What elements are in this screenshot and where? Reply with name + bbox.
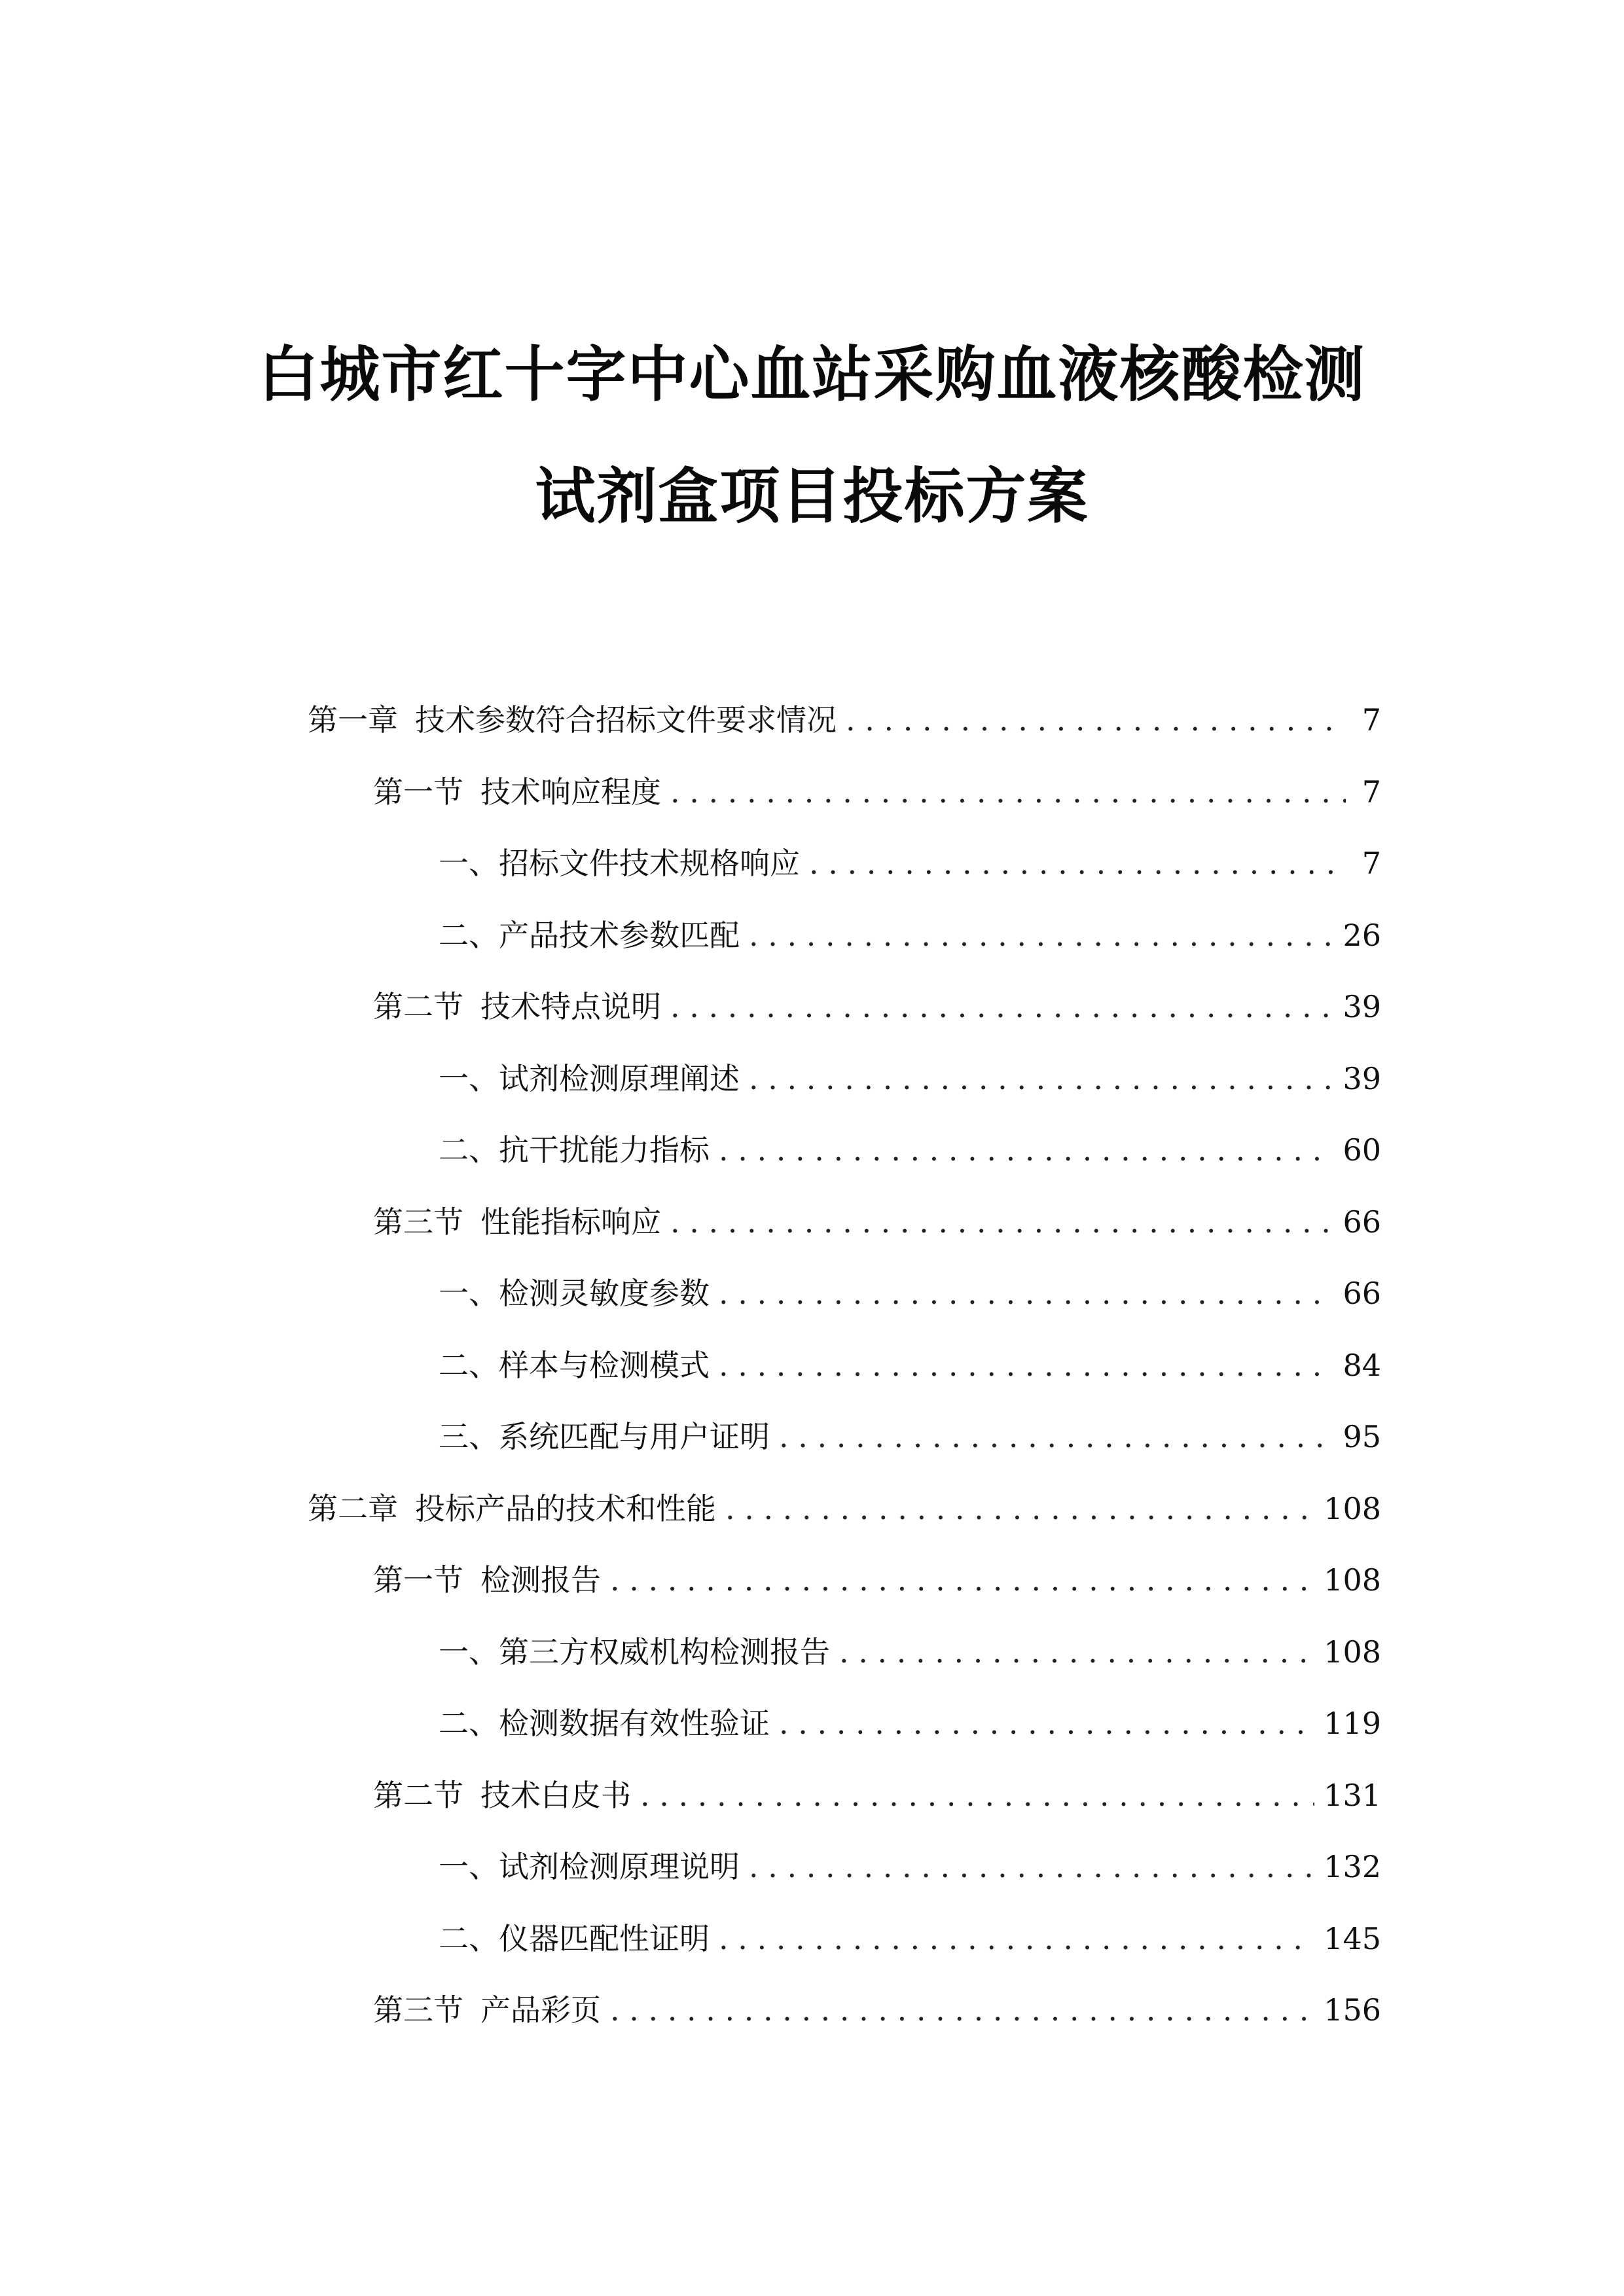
toc-page-number: 108 [1324, 1562, 1381, 1598]
toc-entry[interactable] [308, 1556, 1381, 1628]
toc-entry-label: 技术参数符合招标文件要求情况 [415, 702, 837, 738]
toc-entry-label: 产品彩页 [480, 1992, 601, 2028]
toc-entry-label: 招标文件技术规格响应 [499, 846, 800, 881]
toc-entry-label: 产品技术参数匹配 [499, 917, 740, 953]
page-title [0, 314, 1624, 558]
toc-page-number: 108 [1324, 1490, 1381, 1526]
toc-entry[interactable] [308, 1126, 1381, 1198]
toc-entry-label: 第三方权威机构检测报告 [499, 1634, 830, 1670]
toc-entry-number: 一、 [439, 1276, 499, 1311]
toc-entry[interactable] [308, 1342, 1381, 1414]
toc-page-number: 131 [1324, 1777, 1381, 1813]
title-line-2: 试剂盒项目投标方案 [535, 461, 1089, 531]
toc-dot-leader [749, 918, 1333, 953]
toc-page-number: 66 [1343, 1276, 1381, 1311]
toc-dot-leader [670, 1204, 1333, 1240]
toc-entry[interactable] [308, 1413, 1381, 1485]
toc-entry-number: 第三节 [373, 1204, 463, 1240]
toc-entry[interactable] [308, 1628, 1381, 1700]
toc-page-number: 119 [1324, 1706, 1381, 1741]
toc-dot-leader [719, 1921, 1314, 1956]
toc-dot-leader [839, 1634, 1314, 1670]
toc-page-number: 60 [1343, 1132, 1381, 1168]
toc-entry-label: 检测灵敏度参数 [499, 1276, 710, 1311]
toc-dot-leader [809, 846, 1346, 881]
toc-page-number: 84 [1343, 1347, 1381, 1383]
toc-entry[interactable] [308, 696, 1381, 768]
toc-page-number: 7 [1362, 702, 1381, 738]
table-of-contents [308, 696, 1381, 2058]
toc-page-number: 108 [1324, 1634, 1381, 1670]
toc-entry-label: 系统匹配与用户证明 [499, 1419, 770, 1454]
toc-dot-leader [670, 989, 1333, 1024]
toc-page-number: 145 [1324, 1920, 1381, 1956]
toc-entry[interactable] [308, 768, 1381, 840]
toc-entry-number: 一、 [439, 1060, 499, 1096]
toc-entry-number: 二、 [439, 1347, 499, 1383]
toc-entry-label: 检测报告 [480, 1562, 601, 1598]
toc-page-number: 7 [1362, 774, 1381, 810]
toc-entry-number: 一、 [439, 1634, 499, 1670]
toc-entry-label: 投标产品的技术和性能 [415, 1490, 716, 1526]
toc-entry[interactable] [308, 912, 1381, 984]
toc-dot-leader [610, 1562, 1314, 1598]
toc-entry-number: 三、 [439, 1419, 499, 1454]
toc-dot-leader [719, 1276, 1333, 1311]
toc-entry[interactable] [308, 1700, 1381, 1772]
toc-entry[interactable] [308, 1915, 1381, 1987]
toc-dot-leader [725, 1491, 1314, 1526]
toc-dot-leader [640, 1778, 1314, 1813]
toc-entry-label: 性能指标响应 [480, 1204, 661, 1240]
toc-page-number: 66 [1343, 1204, 1381, 1240]
toc-page-number: 39 [1343, 1060, 1381, 1096]
toc-entry[interactable] [308, 1843, 1381, 1915]
toc-dot-leader [719, 1348, 1333, 1383]
toc-entry-number: 一、 [439, 846, 499, 881]
toc-entry[interactable] [308, 1485, 1381, 1557]
toc-entry-number: 二、 [439, 1132, 499, 1168]
toc-entry[interactable] [308, 983, 1381, 1055]
toc-dot-leader [610, 1992, 1314, 2028]
toc-entry-label: 试剂检测原理说明 [499, 1849, 740, 1884]
toc-page-number: 7 [1362, 846, 1381, 881]
toc-entry-number: 一、 [439, 1849, 499, 1884]
toc-dot-leader [719, 1132, 1333, 1168]
toc-entry[interactable] [308, 840, 1381, 912]
toc-dot-leader [779, 1706, 1314, 1741]
toc-entry-number: 第一节 [373, 774, 463, 810]
toc-entry-label: 技术响应程度 [480, 774, 661, 810]
toc-page-number: 132 [1324, 1849, 1381, 1884]
toc-page-number: 26 [1343, 917, 1381, 953]
toc-entry-label: 抗干扰能力指标 [499, 1132, 710, 1168]
toc-entry-label: 技术白皮书 [480, 1777, 631, 1813]
toc-entry-number: 二、 [439, 917, 499, 953]
toc-entry-number: 第三节 [373, 1992, 463, 2028]
toc-dot-leader [670, 774, 1346, 810]
toc-entry-label: 样本与检测模式 [499, 1347, 710, 1383]
toc-page-number: 95 [1343, 1419, 1381, 1454]
toc-dot-leader [846, 702, 1346, 738]
toc-dot-leader [749, 1849, 1314, 1884]
toc-entry-number: 第二节 [373, 1777, 463, 1813]
toc-entry-label: 试剂检测原理阐述 [499, 1060, 740, 1096]
toc-entry[interactable] [308, 1986, 1381, 2058]
toc-entry-label: 检测数据有效性验证 [499, 1706, 770, 1741]
toc-entry[interactable] [308, 1270, 1381, 1342]
toc-entry-number: 第二章 [308, 1490, 398, 1526]
toc-entry-number: 第一节 [373, 1562, 463, 1598]
toc-entry[interactable] [308, 1055, 1381, 1127]
toc-page-number: 156 [1324, 1992, 1381, 2028]
toc-dot-leader [749, 1061, 1333, 1096]
toc-page-number: 39 [1343, 989, 1381, 1024]
toc-dot-leader [779, 1419, 1333, 1454]
toc-entry-number: 二、 [439, 1706, 499, 1741]
toc-entry[interactable] [308, 1198, 1381, 1270]
toc-entry-label: 技术特点说明 [480, 989, 661, 1024]
toc-entry-number: 二、 [439, 1920, 499, 1956]
toc-entry-number: 第二节 [373, 989, 463, 1024]
toc-entry-label: 仪器匹配性证明 [499, 1920, 710, 1956]
title-line-1: 白城市红十字中心血站采购血液核酸检测 [258, 340, 1366, 410]
toc-entry[interactable] [308, 1772, 1381, 1844]
toc-entry-number: 第一章 [308, 702, 398, 738]
